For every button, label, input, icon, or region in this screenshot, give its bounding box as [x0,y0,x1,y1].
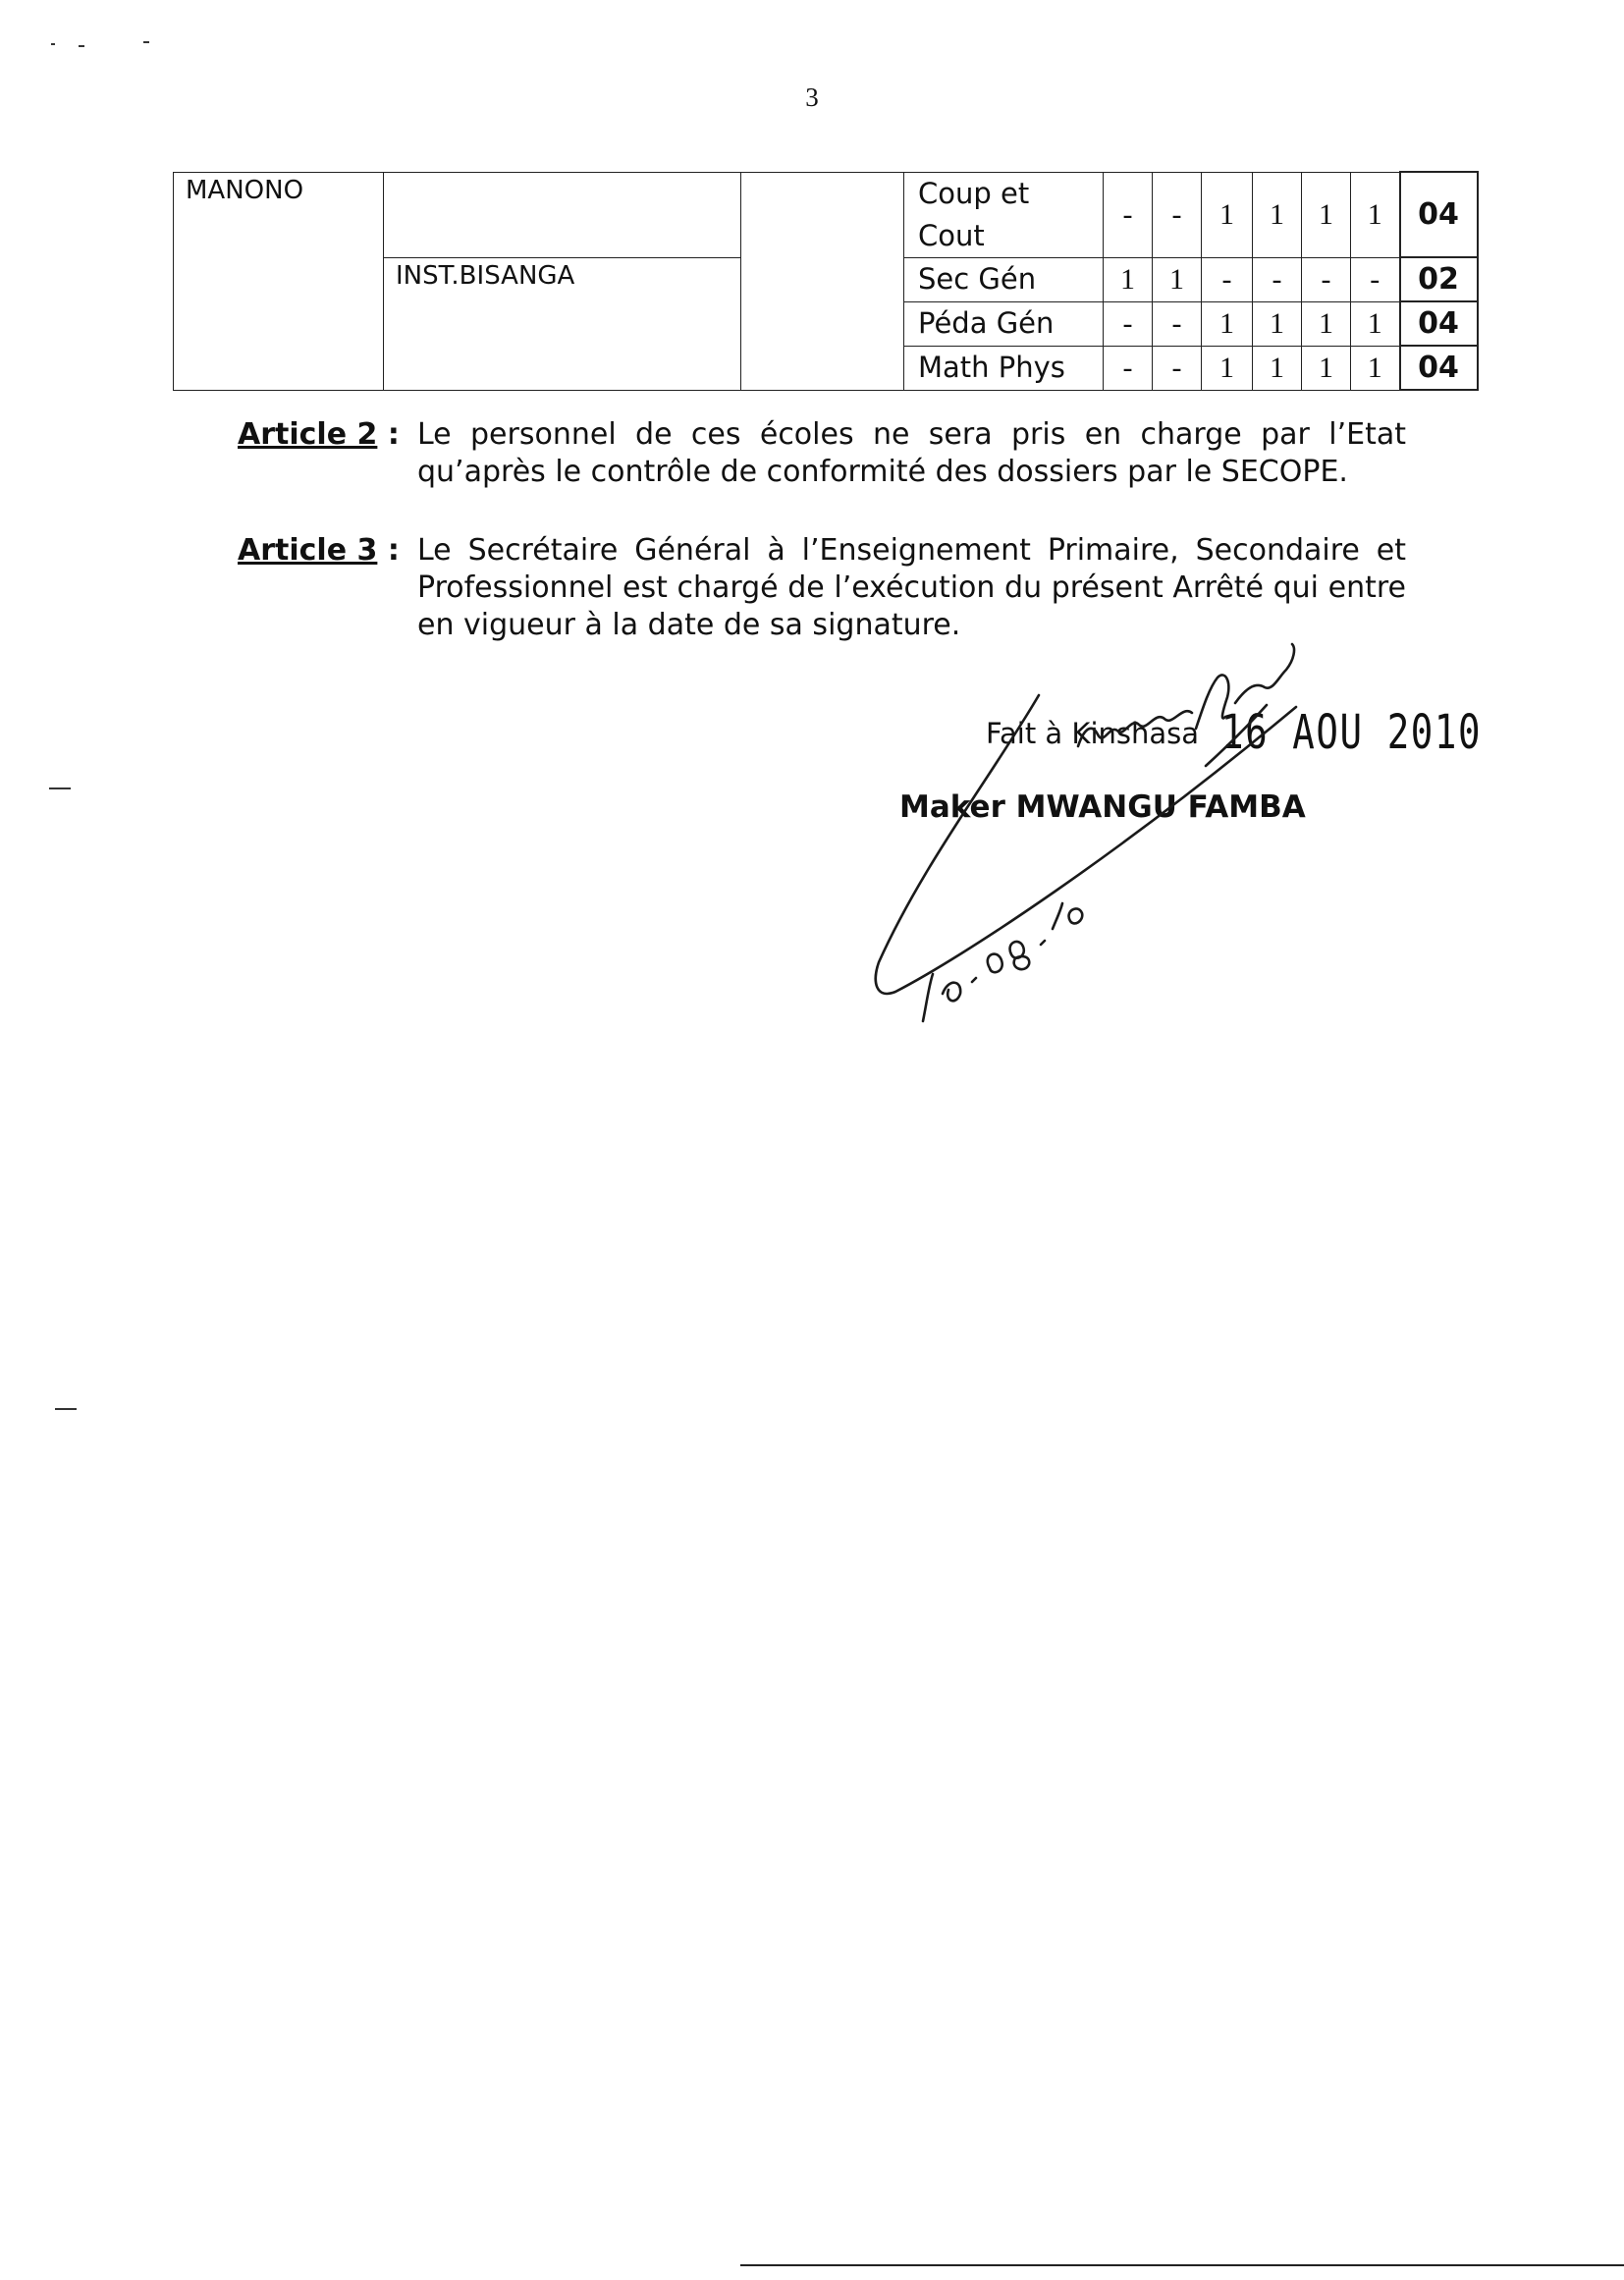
grade-cell: 1 [1351,301,1400,346]
footer-rule [740,2264,1624,2266]
scan-speck [49,787,71,789]
grade-cell: - [1253,257,1302,301]
signature-tail-stroke [1235,644,1294,703]
grade-cell: - [1104,301,1153,346]
grade-cell: - [1153,301,1202,346]
article-2 [238,416,1406,491]
article-number: Article 2 [238,417,378,452]
article-separator: : [377,533,400,568]
grade-cell: 1 [1302,301,1351,346]
schools-table [173,171,1479,391]
option-cell: Péda Gén [904,301,1104,346]
article-separator: : [377,417,400,452]
place-line: Fait à Kinshasa [986,717,1200,750]
grade-cell: - [1302,257,1351,301]
grade-cell: 1 [1202,172,1253,257]
article-text: Le Secrétaire Général à l’Enseignement Primaire, Secondaire et Professionnel est chargé de l’exécution du présent Arrêté qui entre en vigueur à la date de sa signature. [417,533,1406,642]
signatory-name: Maker MWANGU FAMBA [899,789,1306,825]
grade-cell: 1 [1104,257,1153,301]
grade-cell: - [1202,257,1253,301]
grade-cell: - [1104,172,1153,257]
total-cell: 04 [1400,172,1478,257]
total-cell: 04 [1400,301,1478,346]
grade-cell: - [1104,346,1153,390]
option-cell: Coup et Cout [904,172,1104,257]
grade-cell: - [1153,346,1202,390]
scan-speck [51,43,55,45]
grade-cell: 1 [1302,172,1351,257]
option-cell: Sec Gén [904,257,1104,301]
grade-cell: 1 [1153,257,1202,301]
territory-cell: MANONO [174,172,384,390]
grade-cell: 1 [1202,346,1253,390]
scan-speck [79,45,84,47]
date-stamp: 16 AOU 2010 [1221,705,1483,760]
article-label [238,532,400,570]
grade-cell: 1 [1202,301,1253,346]
article-text: Le personnel de ces écoles ne sera pris en charge par l’Etat qu’après le contrôle de conformité des dossiers par le SECOPE. [417,417,1406,489]
page-number: 3 [805,82,819,112]
article-number: Article 3 [238,533,378,568]
table-row [174,172,1478,257]
school-cell-empty [384,172,741,257]
grade-cell: 1 [1302,346,1351,390]
scan-speck [55,1408,77,1410]
blank-column-cell [741,172,904,390]
grade-cell: 1 [1253,346,1302,390]
handwritten-date [923,903,1082,1021]
grade-cell: 1 [1351,172,1400,257]
option-cell: Math Phys [904,346,1104,390]
grade-cell: 1 [1351,346,1400,390]
total-cell: 02 [1400,257,1478,301]
grade-cell: - [1153,172,1202,257]
grade-cell: - [1351,257,1400,301]
total-cell: 04 [1400,346,1478,390]
article-3 [238,532,1406,644]
grade-cell: 1 [1253,172,1302,257]
scan-speck [143,41,149,43]
article-label [238,416,400,454]
grade-cell: 1 [1253,301,1302,346]
school-cell: INST.BISANGA [384,257,741,390]
